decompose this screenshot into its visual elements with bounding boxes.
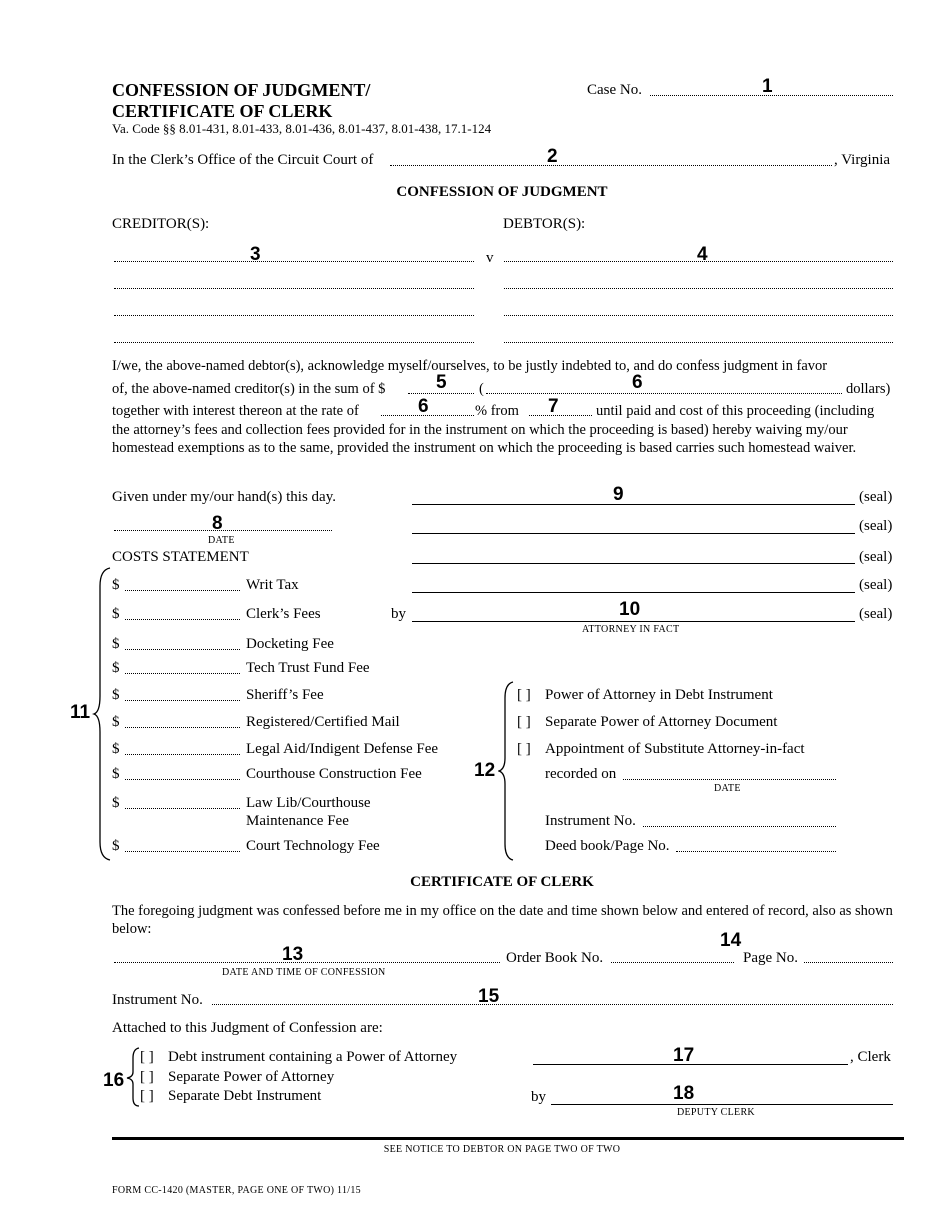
marker-6a: 6 — [632, 372, 643, 393]
order-book-field[interactable] — [611, 962, 734, 963]
debtor-field-2[interactable] — [504, 288, 893, 289]
marker-13: 13 — [282, 944, 304, 965]
virginia-label: , Virginia — [834, 152, 891, 168]
authority-option-3: Appointment of Substitute Attorney-in-fact — [545, 741, 805, 757]
creditor-field-3[interactable] — [114, 315, 474, 316]
marker-11: 11 — [70, 702, 91, 723]
given-label: Given under my/our hand(s) this day. — [112, 489, 336, 505]
authority-option-1: Power of Attorney in Debt Instrument — [545, 687, 773, 703]
section-title-confession: CONFESSION OF JUDGMENT — [396, 184, 608, 200]
deed-book-label: Deed book/Page No. — [545, 838, 670, 854]
deputy-clerk-signature-line[interactable] — [551, 1104, 893, 1105]
costs-brace-icon — [92, 566, 114, 862]
date-time-confession-label: DATE AND TIME OF CONFESSION — [222, 967, 386, 978]
debtor-field-3[interactable] — [504, 315, 893, 316]
pct-from-label: % from — [475, 403, 519, 419]
marker-12: 12 — [474, 760, 496, 781]
signature-line-4[interactable] — [412, 592, 855, 593]
sum-amount-field[interactable] — [408, 393, 474, 394]
date-field[interactable] — [114, 530, 332, 531]
cost-field-tech-trust[interactable] — [125, 673, 240, 674]
clerk-label: , Clerk — [850, 1049, 891, 1065]
costs-statement-title: COSTS STATEMENT — [112, 549, 249, 565]
paren-open: ( — [479, 381, 484, 397]
attachment-option-2: Separate Power of Attorney — [168, 1069, 335, 1085]
seal-1: (seal) — [859, 489, 893, 505]
certificate-instrument-no-label: Instrument No. — [112, 992, 203, 1008]
authority-checkbox-2[interactable]: [ ] — [517, 714, 531, 730]
cost-label-tech-trust: Tech Trust Fund Fee — [246, 660, 370, 676]
cost-field-mail[interactable] — [125, 727, 240, 728]
confession-para-rest: the attorney’s fees and collection fees provided for in the instrument on which the proceeding is based) hereby waiving my/our homestead exemptions as to the same, provided the instrument on which the proceeding is based carries such homestead waiver. — [112, 422, 857, 456]
cost-dollar-4: $ — [112, 660, 120, 676]
cost-dollar-1: $ — [112, 577, 120, 593]
interest-from-field[interactable] — [529, 415, 592, 416]
marker-2: 2 — [547, 146, 558, 167]
cost-dollar-10: $ — [112, 838, 120, 854]
date-time-confession-field[interactable] — [114, 962, 500, 963]
cost-dollar-6: $ — [112, 714, 120, 730]
recorded-on-date-label: DATE — [714, 783, 741, 794]
cost-field-sheriff[interactable] — [125, 700, 240, 701]
sum-words-field[interactable] — [486, 393, 842, 394]
cost-field-clerks-fees[interactable] — [125, 619, 240, 620]
marker-8: 8 — [212, 513, 223, 534]
cost-field-legal-aid[interactable] — [125, 754, 240, 755]
marker-6b: 6 — [418, 396, 429, 417]
order-book-label: Order Book No. — [506, 950, 604, 966]
cost-field-court-tech[interactable] — [125, 851, 240, 852]
footer-rule — [112, 1137, 904, 1140]
attachment-checkbox-3[interactable]: [ ] — [140, 1088, 154, 1104]
cost-dollar-2: $ — [112, 606, 120, 622]
marker-9: 9 — [613, 484, 624, 505]
creditors-label: CREDITOR(S): — [112, 216, 210, 232]
page-no-label: Page No. — [743, 950, 798, 966]
authority-instrument-no-label: Instrument No. — [545, 813, 636, 829]
marker-18: 18 — [673, 1083, 695, 1104]
versus-label: v — [486, 250, 494, 266]
confession-para-line3b: until paid and cost of this proceeding (including — [596, 403, 875, 419]
marker-10: 10 — [619, 599, 641, 620]
cost-dollar-7: $ — [112, 741, 120, 757]
by-label: by — [391, 606, 406, 622]
marker-7: 7 — [548, 396, 559, 417]
cost-label-courthouse: Courthouse Construction Fee — [246, 766, 422, 782]
cost-dollar-8: $ — [112, 766, 120, 782]
cost-label-writ-tax: Writ Tax — [246, 577, 299, 593]
creditor-field-4[interactable] — [114, 342, 474, 343]
attorney-in-fact-line[interactable] — [412, 621, 855, 622]
attorney-in-fact-label: ATTORNEY IN FACT — [582, 624, 680, 635]
signature-line-1[interactable] — [412, 504, 855, 505]
authority-instrument-no-field[interactable] — [643, 826, 836, 827]
certificate-text: The foregoing judgment was confessed before me in my office on the date and time shown below and entered of record, also as shown below: — [112, 903, 893, 937]
authority-option-2: Separate Power of Attorney Document — [545, 714, 778, 730]
marker-5: 5 — [436, 372, 447, 393]
recorded-on-label: recorded on — [545, 766, 617, 782]
cost-label-court-tech: Court Technology Fee — [246, 838, 380, 854]
footer-notice: SEE NOTICE TO DEBTOR ON PAGE TWO OF TWO — [383, 1144, 621, 1155]
attached-label: Attached to this Judgment of Confession are: — [112, 1020, 383, 1036]
marker-16: 16 — [103, 1070, 125, 1091]
seal-3: (seal) — [859, 549, 893, 565]
circuit-court-field[interactable] — [390, 165, 832, 166]
case-no-label: Case No. — [587, 82, 642, 98]
signature-line-2[interactable] — [412, 533, 855, 534]
cost-label-docketing: Docketing Fee — [246, 636, 334, 652]
certificate-instrument-no-field[interactable] — [212, 1004, 893, 1005]
cost-label-sheriff: Sheriff’s Fee — [246, 687, 324, 703]
dollars-label: dollars) — [846, 381, 891, 397]
attachment-checkbox-2[interactable]: [ ] — [140, 1069, 154, 1085]
debtor-field-4[interactable] — [504, 342, 893, 343]
date-label: DATE — [208, 535, 235, 546]
authority-checkbox-3[interactable]: [ ] — [517, 741, 531, 757]
cost-dollar-5: $ — [112, 687, 120, 703]
code-reference: Va. Code §§ 8.01-431, 8.01-433, 8.01-436, 8.01-437, 8.01-438, 17.1-124 — [112, 121, 492, 136]
signature-line-3[interactable] — [412, 563, 855, 564]
form-title-line1: CONFESSION OF JUDGMENT/ — [112, 80, 371, 100]
cost-dollar-9: $ — [112, 795, 120, 811]
marker-1: 1 — [762, 76, 773, 97]
marker-14: 14 — [720, 930, 742, 951]
seal-2: (seal) — [859, 518, 893, 534]
confession-para-line3: together with interest thereon at the rate of — [112, 403, 359, 419]
deputy-by-label: by — [531, 1089, 546, 1105]
cost-field-writ-tax[interactable] — [125, 590, 240, 591]
marker-4: 4 — [697, 244, 708, 265]
section-title-certificate: CERTIFICATE OF CLERK — [410, 874, 594, 890]
footer-form-id: FORM CC-1420 (MASTER, PAGE ONE OF TWO) 11/15 — [112, 1185, 361, 1196]
cost-field-law-lib[interactable] — [125, 808, 240, 809]
creditor-field-1[interactable] — [114, 261, 474, 262]
form-title-line2: CERTIFICATE OF CLERK — [112, 101, 333, 121]
attachment-option-3: Separate Debt Instrument — [168, 1088, 322, 1104]
marker-3: 3 — [250, 244, 261, 265]
marker-15: 15 — [478, 986, 500, 1007]
clerk-office-label: In the Clerk’s Office of the Circuit Court of — [112, 152, 374, 168]
confession-para-line1: I/we, the above-named debtor(s), acknowledge myself/ourselves, to be justly indebted to, and do confess judgment in favor — [112, 358, 828, 374]
page-no-field[interactable] — [804, 962, 893, 963]
cost-field-docketing[interactable] — [125, 649, 240, 650]
creditor-field-2[interactable] — [114, 288, 474, 289]
cost-dollar-3: $ — [112, 636, 120, 652]
cost-label-law-lib-line2: Maintenance Fee — [246, 813, 349, 829]
recorded-on-field[interactable] — [623, 779, 836, 780]
authority-checkbox-1[interactable]: [ ] — [517, 687, 531, 703]
cost-label-clerks-fees: Clerk’s Fees — [246, 606, 321, 622]
attachment-checkbox-1[interactable]: [ ] — [140, 1049, 154, 1065]
cost-label-law-lib: Law Lib/Courthouse — [246, 795, 371, 811]
seal-4: (seal) — [859, 577, 893, 593]
attachment-option-1: Debt instrument containing a Power of Attorney — [168, 1049, 458, 1065]
cost-field-courthouse[interactable] — [125, 779, 240, 780]
seal-5: (seal) — [859, 606, 893, 622]
deputy-clerk-label: DEPUTY CLERK — [677, 1107, 755, 1118]
deed-book-field[interactable] — [676, 851, 836, 852]
cost-label-mail: Registered/Certified Mail — [246, 714, 400, 730]
confession-para-line2: of, the above-named creditor(s) in the sum of $ — [112, 381, 386, 397]
authority-brace-icon — [498, 680, 516, 862]
marker-17: 17 — [673, 1045, 695, 1066]
cost-label-legal-aid: Legal Aid/Indigent Defense Fee — [246, 741, 439, 757]
debtors-label: DEBTOR(S): — [503, 216, 586, 232]
